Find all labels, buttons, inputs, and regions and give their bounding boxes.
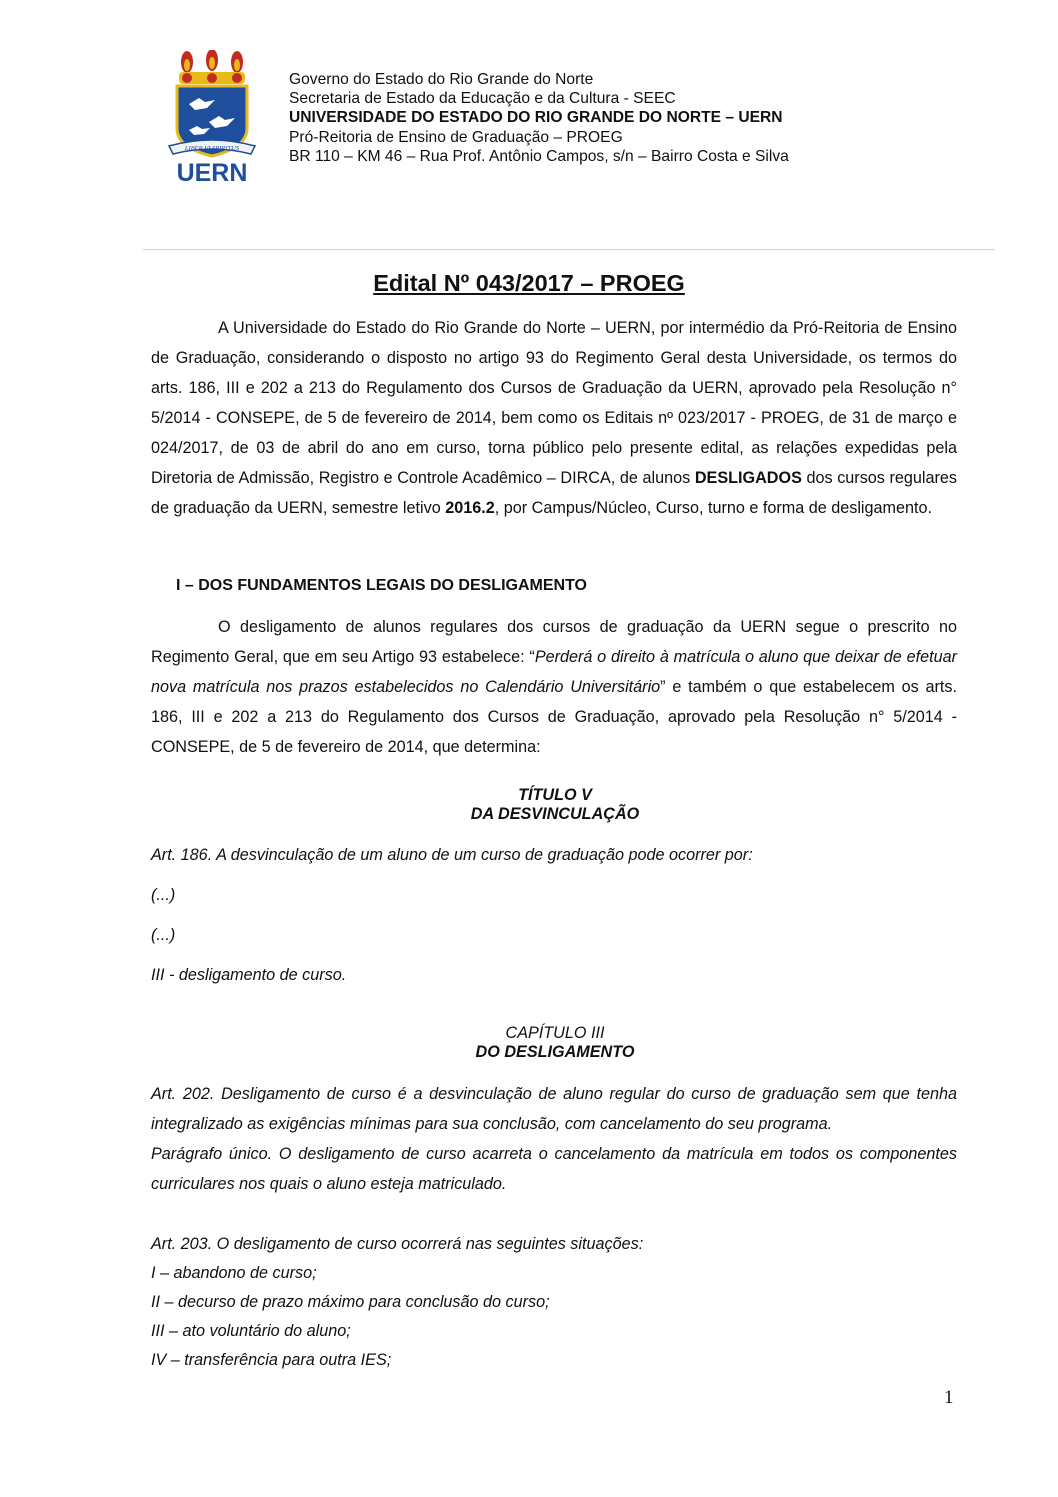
situation-iii: III – ato voluntário do aluno; [151, 1322, 351, 1340]
intro-text-3: , por Campus/Núcleo, Curso, turno e forma de desligamento. [494, 499, 933, 517]
capitulo-name: DO DESLIGAMENTO [475, 1043, 635, 1061]
header-line-government: Governo do Estado do Rio Grande do Norte [289, 71, 594, 88]
fund-quote: Perderá o direito à matrícula o aluno que deixar de efetuar nova matrícula nos prazos estabelecidos no Calendário Universitário [151, 648, 957, 696]
intro-text-1: A Universidade do Estado do Rio Grande do Norte – UERN, por intermédio da Pró-Reitoria de Ensino de Graduação, considerando o disposto no artigo 93 do Regimento Geral desta Universidade, os termos do arts. 186, III e 202 a 213 do Regulamento dos Cursos de Graduação da UERN, aprovado pela Resolução n° 5/2014 - CONSEPE, de 5 de fevereiro de 2014, bem como os Editais nº 023/2017 - PROEG, de 31 de março e 024/2017, de 03 de abril do ano em curso, torna público pelo presente edital, as relações expedidas pela Diretoria de Admissão, Registro e Controle Acadêmico – DIRCA, de alunos [151, 319, 957, 487]
document-title: Edital Nº 043/2017 – PROEG [373, 270, 685, 296]
header-line-secretariat: Secretaria de Estado da Educação e da Cultura - SEEC [289, 90, 676, 108]
capitulo-heading [150, 1024, 960, 1062]
header-line-address: BR 110 – KM 46 – Rua Prof. Antônio Campos, s/n – Bairro Costa e Silva [289, 147, 789, 165]
situation-ii: II – decurso de prazo máximo para conclusão do curso; [151, 1293, 550, 1311]
header-divider [143, 249, 995, 250]
titulo-number: TÍTULO V [518, 786, 592, 804]
intro-bold-desligados: DESLIGADOS [694, 469, 802, 487]
logo-motto: LIBER VI SPIRITUS [184, 145, 240, 152]
art-202-paragrafo: Parágrafo único. O desligamento de curso acarreta o cancelamento da matrícula em todos os componentes curriculares nos quais o aluno esteja matriculado. [151, 1145, 957, 1193]
section-heading: I – DOS FUNDAMENTOS LEGAIS DO DESLIGAMENTO [176, 577, 587, 594]
uern-logo [163, 50, 261, 186]
capitulo-number: CAPÍTULO III [505, 1024, 605, 1042]
fund-text-2: ” e também o que estabelecem os arts. 186, III e 202 a 213 do Regulamento dos Cursos de Graduação, aprovado pela Resolução n° 5/2014 - CONSEPE, de 5 de fevereiro de 2014, que determina: [151, 678, 957, 756]
intro-paragraph [151, 313, 957, 523]
titulo-heading [150, 786, 960, 824]
item-iii: III - desligamento de curso. [151, 966, 347, 984]
situation-iv: IV – transferência para outra IES; [151, 1351, 392, 1369]
logo-name: UERN [176, 159, 248, 186]
art-203: Art. 203. O desligamento de curso ocorrerá nas seguintes situações: [151, 1235, 644, 1253]
ellipsis-1: (...) [151, 886, 176, 904]
ellipsis-2: (...) [151, 926, 176, 944]
torch-flames [181, 50, 243, 73]
situation-i: I – abandono de curso; [151, 1264, 317, 1282]
letterhead [289, 70, 789, 166]
header-line-university: UNIVERSIDADE DO ESTADO DO RIO GRANDE DO NORTE – UERN [289, 109, 783, 127]
intro-text-2: dos cursos regulares de graduação da UERN, semestre letivo [151, 469, 957, 517]
page-number: 1 [944, 1387, 954, 1408]
intro-bold-semester: 2016.2 [445, 499, 495, 517]
art-186: Art. 186. A desvinculação de um aluno de um curso de graduação pode ocorrer por: [151, 846, 753, 864]
fund-text-1: O desligamento de alunos regulares dos cursos de graduação da UERN segue o prescrito no Regimento Geral, que em seu Artigo 93 estabelece: “ [151, 618, 957, 666]
fundamentos-paragraph [151, 612, 957, 762]
header-line-prorectorate: Pró-Reitoria de Ensino de Graduação – PROEG [289, 128, 623, 146]
titulo-name: DA DESVINCULAÇÃO [470, 805, 640, 823]
art-202: Art. 202. Desligamento de curso é a desvinculação de aluno regular do curso de graduação sem que tenha integralizado as exigências mínimas para sua conclusão, com cancelamento do seu programa. [151, 1085, 957, 1133]
